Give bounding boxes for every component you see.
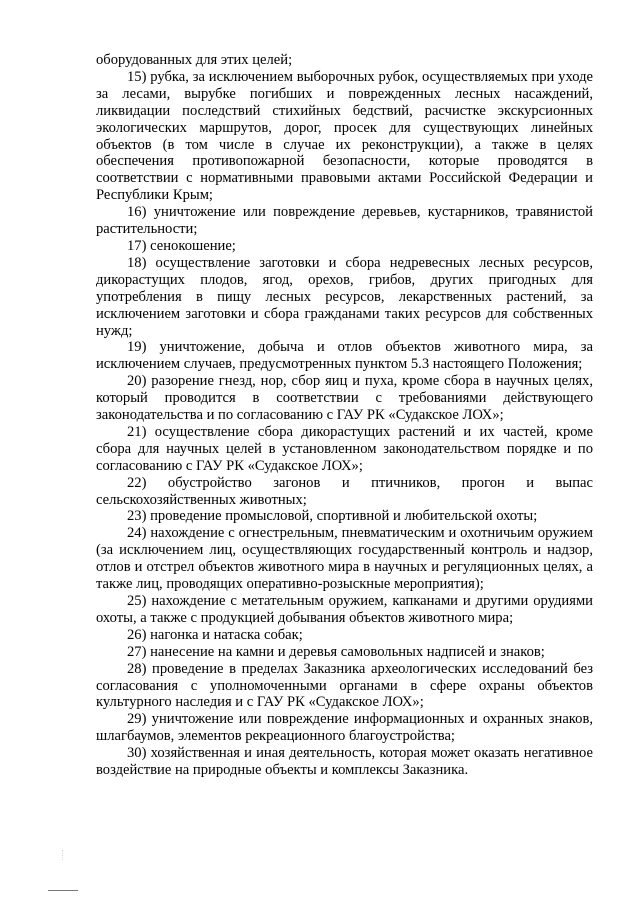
paragraph-item-22: 22) обустройство загонов и птичников, прогон и выпас сельскохозяйственных животных;	[96, 474, 593, 508]
paragraph-item-19: 19) уничтожение, добыча и отлов объектов животного мира, за исключением случаев, предусмотренных пунктом 5.3 настоящего Положения;	[96, 339, 593, 373]
scan-edge-mark	[48, 890, 78, 891]
paragraph-item-23: 23) проведение промысловой, спортивной и любительской охоты;	[127, 508, 538, 525]
paragraph-item-21: 21) осуществление сбора дикорастущих растений и их частей, кроме сбора для научных целей в установленном законодательством порядке и по согласованию с ГАУ РК «Судакское ЛОХ»;	[96, 423, 593, 474]
scan-smudge	[62, 850, 69, 860]
paragraph-item-26: 26) нагонка и натаска собак;	[127, 626, 303, 643]
paragraph-item-17: 17) сенокошение;	[127, 237, 236, 254]
paragraph-item-18: 18) осуществление заготовки и сбора недревесных лесных ресурсов, дикорастущих плодов, ягод, орехов, грибов, других пригодных для употребления в пищу лесных ресурсов, лекарственных растений, за исключением заготовки и сбора гражданами таких ресурсов для собственных нужд;	[96, 254, 593, 339]
paragraph-item-20: 20) разорение гнезд, нор, сбор яиц и пуха, кроме сбора в научных целях, который проводится в соответствии с требованиями действующего законодательства и по согласованию с ГАУ РК «Судакское ЛОХ»;	[96, 373, 593, 424]
paragraph-item-28: 28) проведение в пределах Заказника археологических исследований без согласования с уполномоченными органами в сфере охраны объектов культурного наследия и с ГАУ РК «Судакское ЛОХ»;	[96, 660, 593, 711]
paragraph-continuation: оборудованных для этих целей;	[96, 52, 293, 68]
paragraph-item-16: 16) уничтожение или повреждение деревьев, кустарников, травянистой растительности;	[96, 204, 593, 238]
paragraph-item-30: 30) хозяйственная и иная деятельность, которая может оказать негативное воздействие на природные объекты и комплексы Заказника.	[96, 745, 593, 779]
paragraph-item-15: 15) рубка, за исключением выборочных рубок, осуществляемых при уходе за лесами, вырубке погибших и поврежденных лесных насаждений, ликвидации последствий стихийных бедствий, расчистке экскурсионных экологических маршрутов, дорог, просек для существующих линейных объектов (в том числе в случае их реконструкции), а также в целях обеспечения противопожарной безопасности, которые проводятся в соответствии с нормативными правовыми актами Российской Федерации и Республики Крым;	[96, 68, 593, 204]
document-body	[96, 52, 593, 779]
paragraph-item-24: 24) нахождение с огнестрельным, пневматическим и охотничьим оружием (за исключением лиц, осуществляющих государственный контроль и надзор, отлов и отстрел объектов животного мира в научных и регуляционных целях, а также лиц, проводящих оперативно-розыскные мероприятия);	[96, 525, 593, 593]
paragraph-item-25: 25) нахождение с метательным оружием, капканами и другими орудиями охоты, а также с продукцией добывания объектов животного мира;	[96, 593, 593, 626]
paragraph-item-29: 29) уничтожение или повреждение информационных и охранных знаков, шлагбаумов, элементов рекреационного благоустройства;	[96, 711, 593, 745]
paragraph-item-27: 27) нанесение на камни и деревья самовольных надписей и знаков;	[127, 643, 545, 660]
